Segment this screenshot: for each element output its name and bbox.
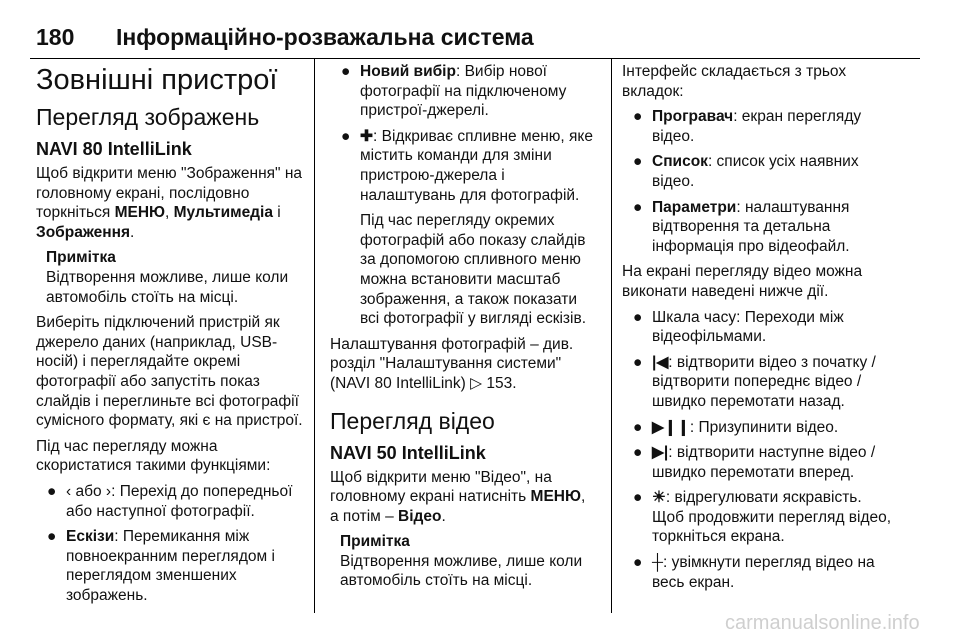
plus-icon: ✚ [360,127,373,145]
video-tabs-list [622,107,894,256]
video-actions-list [622,308,894,593]
section-title-images: Перегляд зображень [36,104,260,130]
list-item: ● ☀: відрегулювати яскравість. Щоб продовжити перегляд відео, торкніться екрана. [633,489,892,546]
watermark: carmanualsonline.info [725,612,920,634]
list-item: ● Параметри: налаштування відтворення та детальна інформація про відеофайл. [633,198,850,255]
menu-keyword: МЕНЮ [530,488,581,506]
images-paragraph-3: Під час перегляду можна скористатися такими функціями: [36,437,271,475]
header-rule [30,58,920,59]
images-function-list-cont [330,62,598,205]
running-title: Інформаційно-розважальна система [116,24,534,50]
brightness-icon: ☀ [652,489,666,507]
column-1 [36,62,304,611]
video-interface-intro: Інтерфейс складається з трьох вкладок: [622,63,847,100]
video-intro: Щоб відкрити меню "Відео", на головному екрані натисніть МЕНЮ, а потім – Відео. [330,468,586,525]
column-divider-1 [314,58,315,613]
page-number: 180 [36,24,75,50]
fullscreen-icon: ┼ [652,554,663,572]
list-item: ● Ескізи: Перемикання між повноекранним переглядом і переглядом зменшених зображень. [47,528,275,604]
list-item: ● Список: список усіх наявних відео. [633,153,859,190]
multimedia-keyword: Мультимедіа [173,204,273,222]
model-heading-navi50: NAVI 50 IntelliLink [330,442,486,463]
note-text: Відтворення можливе, лише коли автомобіль стоїть на місці. [46,268,289,306]
list-item: ● Шкала часу: Переходи між відеофільмами. [633,308,844,346]
list-item: ● Програвач: екран перегляду відео. [633,108,862,145]
play-pause-icon: ▶❙❙ [652,418,690,436]
settings-reference: Налаштування фотографій – див. розділ "Налаштування системи" (NAVI 80 IntelliLink) ▷ 153. [330,335,574,392]
chevron-right-icon: › [105,482,112,500]
list-item: ● ▶❙❙: Призупинити відео. [633,418,839,436]
list-item: ● ▶|: відтворити наступне відео / швидко перемотати вперед. [633,444,876,481]
images-function-list [36,482,304,606]
column-3 [622,62,894,598]
skip-forward-icon: ▶| [652,444,669,462]
images-keyword: Зображення [36,223,131,241]
popup-menu-description: Під час перегляду окремих фотографій або показу слайдів за допомогою спливного меню можна встановити масштаб зображення, а також показати всі фотографії у вигляді ескізів. [360,212,587,328]
page-header [0,0,960,60]
model-heading-navi80: NAVI 80 IntelliLink [36,139,192,159]
images-paragraph-2: Виберіть підключений пристрій як джерело даних (наприклад, USB-носій) і переглядайте окремі фотографії або запустіть показ слайдів і переглиньте всі фотографії сумісного формату, які є на пристрої. [36,314,303,430]
note-box [330,532,598,591]
list-item: ● Новий вибір: Вибір нової фотографії на підключеному пристрої-джерелі. [341,63,567,120]
images-intro: Щоб відкрити меню "Зображення" на головному екрані, послідовно торкніться МЕНЮ, Мультимедіа і Зображення. [36,165,303,241]
menu-keyword: МЕНЮ [114,204,166,222]
note-title: Примітка [340,533,410,551]
skip-back-icon: |◀ [652,353,669,371]
page-ref-arrow-icon: ▷ [470,374,483,392]
list-item: ● ┼: увімкнути перегляд відео на весь екран. [633,554,875,591]
section-title-video: Перегляд відео [330,407,495,434]
note-title: Примітка [46,249,116,267]
list-item: ● |◀: відтворити відео з початку / відтворити попереднє відео / швидко перемотати назад. [633,353,876,410]
video-actions-intro: На екрані перегляду відео можна виконати наведені нижче дії. [622,263,863,300]
list-item: ● ‹ або ›: Перехід до попередньої або наступної фотографії. [47,482,293,520]
video-keyword: Відео [398,507,442,525]
chevron-left-icon: ‹ [66,482,72,500]
chapter-title: Зовнішні пристрої [36,64,278,96]
list-item: ● ✚: Відкриває спливне меню, яке містить команди для зміни пристрою-джерела і налаштувань для фотографій. [341,127,594,204]
column-2 [330,62,598,597]
column-divider-2 [611,58,612,613]
note-text: Відтворення можливе, лише коли автомобіль стоїть на місці. [340,552,583,590]
note-box [36,248,304,307]
